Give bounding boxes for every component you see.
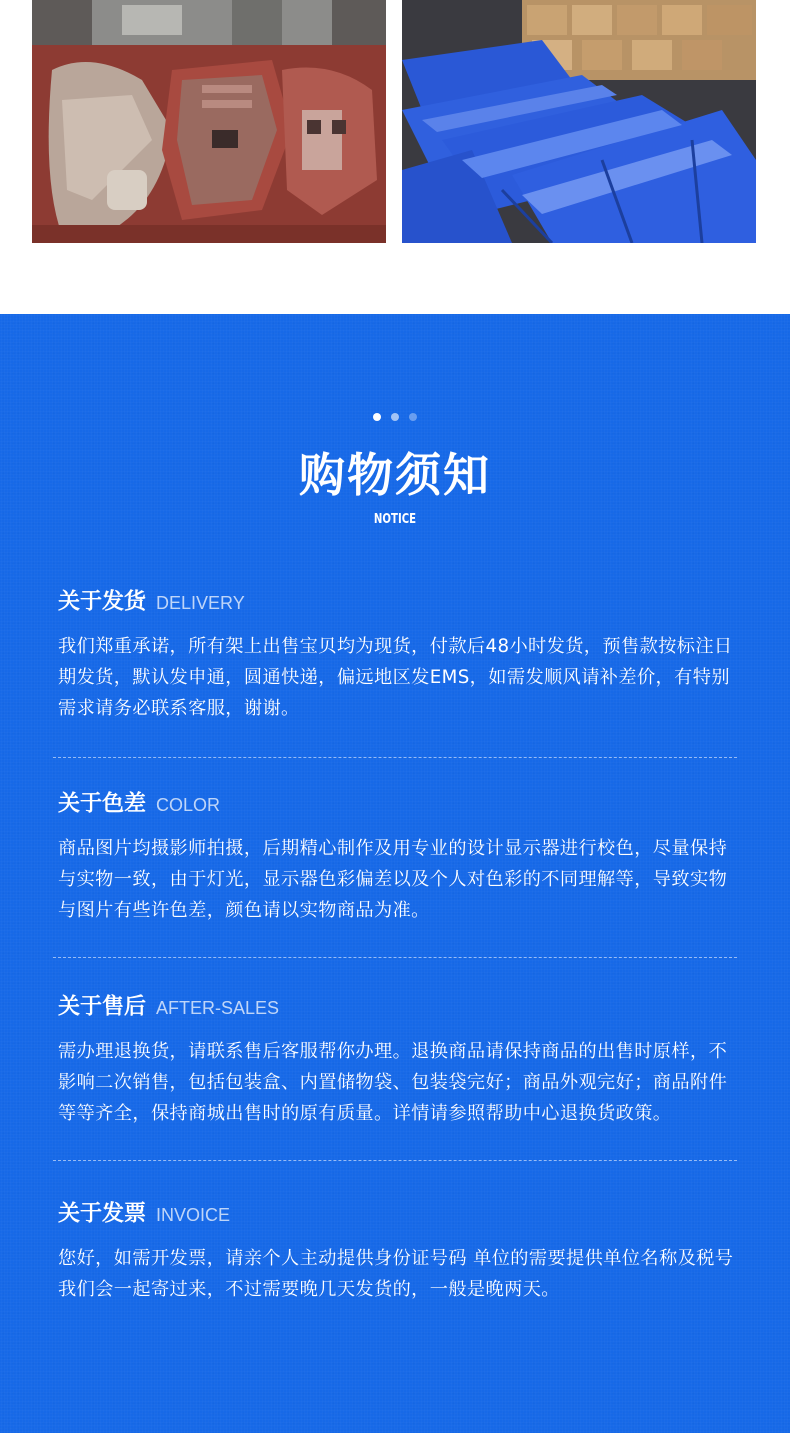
mold-photo: [32, 0, 386, 243]
section-heading: [58, 1197, 738, 1231]
carousel-dots: [0, 413, 790, 423]
section-title-zh: 关于售后: [58, 994, 147, 1020]
after-sales-section: [58, 990, 738, 1129]
section-title-zh: 关于发货: [58, 589, 147, 615]
section-heading: [58, 787, 738, 821]
section-body: 我们郑重承诺，所有架上出售宝贝均为现货，付款后48小时发货，预售款按标注日期发货，默认发申通，圆通快递，偏远地区发EMS，如需发顺风请补差价，有特别需求请务必联系客服，谢谢。: [58, 636, 733, 719]
section-heading: [58, 990, 738, 1024]
invoice-section: [58, 1197, 738, 1305]
notice-subtitle: NOTICE: [373, 512, 417, 527]
section-body: 商品图片均摄影师拍摄，后期精心制作及用专业的设计显示器进行校色，尽量保持与实物一致，由于灯光，显示器色彩偏差以及个人对色彩的不同理解等，导致实物与图片有些许色差，颜色请以实物商品为准。: [58, 838, 728, 921]
section-title-en: AFTER-SALES: [156, 997, 280, 1018]
section-title-en: DELIVERY: [156, 592, 245, 613]
carousel-dot[interactable]: [391, 413, 399, 421]
blue-crates-warehouse-photo: [402, 0, 756, 243]
shopping-notice-panel: [0, 314, 790, 1433]
carousel-dot[interactable]: [409, 413, 417, 421]
dashed-divider: [53, 1160, 737, 1161]
section-heading: [58, 585, 738, 619]
color-section: [58, 787, 738, 926]
section-title-zh: 关于色差: [58, 791, 147, 817]
section-body: 需办理退换货，请联系售后客服帮你办理。退换商品请保持商品的出售时原样，不影响二次销售，包括包装盒、内置储物袋、包装袋完好；商品外观完好；商品附件等等齐全，保持商城出售时的原有质量。详情请参照帮助中心退换货政策。: [58, 1041, 728, 1124]
delivery-section: [58, 585, 738, 724]
notice-title: 购物须知: [299, 448, 491, 502]
section-title-en: INVOICE: [156, 1204, 231, 1225]
section-title-en: COLOR: [156, 794, 221, 815]
section-body: 您好，如需开发票，请亲个人主动提供身份证号码 单位的需要提供单位名称及税号我们会一起寄过来，不过需要晚几天发货的，一般是晚两天。: [58, 1248, 734, 1300]
dashed-divider: [53, 757, 737, 758]
carousel-dot[interactable]: [373, 413, 381, 421]
dashed-divider: [53, 957, 737, 958]
section-title-zh: 关于发票: [58, 1201, 147, 1227]
